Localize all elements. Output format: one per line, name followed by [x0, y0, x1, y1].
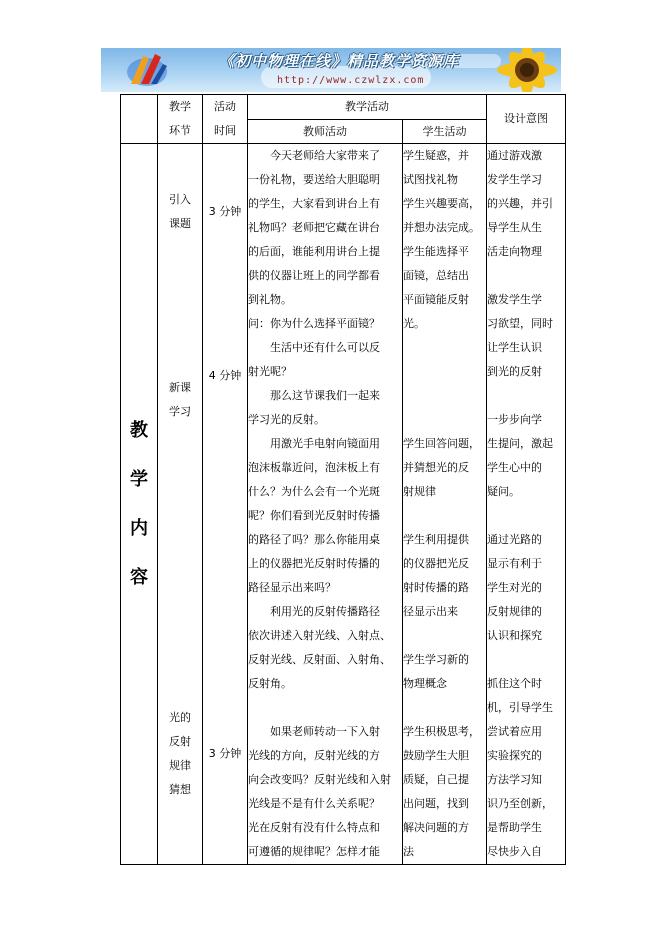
intent-line: 发学生学习	[487, 173, 542, 186]
header-stage-line2: 环节	[169, 124, 191, 137]
header-stage	[158, 95, 203, 144]
student-line: 学生积极思考，	[403, 725, 480, 738]
intent-line: 机，引导学生	[487, 701, 553, 714]
student-line: 学生利用提供	[403, 533, 469, 546]
header-banner	[101, 48, 561, 92]
intent-block	[487, 288, 565, 384]
teacher-line: 泡沫板靠近问，泡沫板上有	[248, 461, 380, 474]
sunflower-image	[477, 48, 561, 92]
lesson-plan-table	[120, 94, 566, 865]
time-new-lesson: 4 分钟	[208, 369, 242, 382]
student-line: 法	[403, 845, 414, 858]
student-block	[403, 720, 486, 864]
teacher-line: 的后面，谁能利用讲台上提	[248, 245, 380, 258]
intent-line: 一步步向学	[487, 413, 542, 426]
student-line: 光。	[403, 317, 425, 330]
student-line: 学生回答问题，	[403, 437, 480, 450]
student-activities	[403, 144, 487, 865]
stage-new-lesson	[158, 376, 202, 424]
teacher-line: 反射角。	[248, 677, 292, 690]
student-line: 学生能选择平	[403, 245, 469, 258]
section-label-char: 学	[130, 468, 148, 490]
header-intent: 设计意图	[487, 95, 566, 144]
stage-line: 学习	[169, 405, 191, 418]
teacher-line: 生活中还有什么可以反	[270, 341, 380, 354]
student-line: 解决问题的方	[403, 821, 469, 834]
student-line: 鼓励学生大胆	[403, 749, 469, 762]
intent-line: 识乃至创新，	[487, 797, 553, 810]
stage-line: 新课	[169, 381, 191, 394]
time-reflection: 3 分钟	[208, 747, 242, 760]
header-teacher: 教师活动	[248, 120, 403, 144]
teacher-line: 问：你为什么选择平面镜？	[248, 317, 380, 330]
student-line: 质疑，自己提	[403, 773, 469, 786]
teacher-line: 路径显示出来吗？	[248, 581, 336, 594]
intent-line: 显示有利于	[487, 557, 542, 570]
student-line: 并猜想光的反	[403, 461, 469, 474]
header-student: 学生活动	[403, 120, 487, 144]
teacher-line: 那么这节课我们一起来	[270, 389, 380, 402]
section-label-char: 容	[130, 566, 148, 588]
intent-line: 尝试着应用	[487, 725, 542, 738]
teacher-line: 今天老师给大家带来了	[270, 149, 380, 162]
intent-line: 认识和探究	[487, 629, 542, 642]
stage-column	[158, 144, 203, 865]
intent-line: 的兴趣，并引	[487, 197, 553, 210]
design-intent	[487, 144, 566, 865]
intent-line: 尽快步入自	[487, 845, 542, 858]
teacher-line: 一份礼物，要送给大胆聪明	[248, 173, 380, 186]
student-line: 出问题，找到	[403, 797, 469, 810]
intent-line: 疑问。	[487, 485, 520, 498]
header-stage-line1: 教学	[169, 100, 191, 113]
header-time	[203, 95, 248, 144]
time-column	[203, 144, 248, 865]
teacher-line: 供的仪器让班上的同学都看	[248, 269, 380, 282]
intent-line: 方法学习知	[487, 773, 542, 786]
student-line: 径显示出来	[403, 605, 458, 618]
stage-reflection-hypothesis	[158, 706, 202, 802]
header-time-line1: 活动	[214, 100, 236, 113]
student-block	[403, 144, 486, 336]
teacher-line: 上的仪器把光反射时传播的	[248, 557, 380, 570]
teacher-activities	[248, 144, 403, 865]
student-line: 学生兴趣要高，	[403, 197, 480, 210]
student-line: 学生疑惑，并	[403, 149, 469, 162]
teacher-line: 依次讲述入射光线、入射点、	[248, 629, 391, 642]
intent-line: 学生对光的	[487, 581, 542, 594]
intent-block	[487, 144, 565, 264]
stage-line: 课题	[169, 217, 191, 230]
banner-url[interactable]: http://www.czwlzx.com	[277, 75, 425, 86]
intent-line: 抓住这个时	[487, 677, 542, 690]
student-line: 平面镜能反射	[403, 293, 469, 306]
teacher-line: 的学生，大家看到讲台上有	[248, 197, 380, 210]
intent-line: 到光的反射	[487, 365, 542, 378]
student-block	[403, 432, 486, 504]
corner-cell	[121, 95, 158, 144]
time-intro: 3 分钟	[208, 205, 242, 218]
intent-line: 习欲望，同时	[487, 317, 553, 330]
stage-line: 光的	[169, 711, 191, 724]
stage-intro	[158, 188, 202, 236]
section-label-char: 内	[130, 517, 148, 539]
teacher-line: 呢？你们看到光反射时传播	[248, 509, 380, 522]
site-logo-icon	[123, 50, 173, 90]
intent-line: 实验探究的	[487, 749, 542, 762]
teacher-line: 可遵循的规律呢？怎样才能	[248, 845, 380, 858]
header-activities: 教学活动	[248, 95, 487, 120]
stage-line: 猜想	[169, 783, 191, 796]
teacher-line: 用激光手电射向镜面用	[270, 437, 380, 450]
header-time-line2: 时间	[214, 124, 236, 137]
intent-line: 学生心中的	[487, 461, 542, 474]
teacher-line: 的路径了吗？那么你能用桌	[248, 533, 380, 546]
intent-line: 生提问，激起	[487, 437, 553, 450]
teacher-line: 利用光的反射传播路径	[270, 605, 380, 618]
student-block	[403, 648, 486, 696]
student-line: 射规律	[403, 485, 436, 498]
student-line: 面镜，总结出	[403, 269, 469, 282]
teacher-line: 学习光的反射。	[248, 413, 325, 426]
intent-block	[487, 672, 565, 864]
intent-line: 导学生从生	[487, 221, 542, 234]
teacher-line: 反射光线、反射面、入射角、	[248, 653, 391, 666]
student-line: 学生学习新的	[403, 653, 469, 666]
intent-line: 让学生认识	[487, 341, 542, 354]
teacher-line: 光在反射有没有什么特点和	[248, 821, 380, 834]
student-line: 射时传播的路	[403, 581, 469, 594]
intent-line: 通过游戏激	[487, 149, 542, 162]
student-line: 试图找礼物	[403, 173, 458, 186]
section-label-char: 教	[130, 419, 148, 441]
stage-line: 引入	[169, 193, 191, 206]
stage-line: 反射	[169, 735, 191, 748]
intent-line: 通过光路的	[487, 533, 542, 546]
student-line: 并想办法完成。	[403, 221, 480, 234]
teacher-line: 礼物吗？老师把它藏在讲台	[248, 221, 380, 234]
intent-line: 是帮助学生	[487, 821, 542, 834]
intent-line: 反射规律的	[487, 605, 542, 618]
student-line: 的仪器把光反	[403, 557, 469, 570]
banner-title: 《初中物理在线》精品教学资源库	[219, 52, 460, 70]
intent-line: 激发学生学	[487, 293, 542, 306]
section-label	[121, 144, 158, 865]
teacher-line: 射光呢？	[248, 365, 292, 378]
teacher-line: 什么？为什么会有一个光斑	[248, 485, 380, 498]
student-block	[403, 528, 486, 624]
teacher-line	[248, 696, 402, 720]
intent-line: 活走向物理	[487, 245, 542, 258]
intent-block	[487, 408, 565, 504]
teacher-line: 如果老师转动一下入射	[270, 725, 380, 738]
teacher-line: 到礼物。	[248, 293, 292, 306]
teacher-line: 向会改变吗？反射光线和入射	[248, 773, 391, 786]
student-line: 物理概念	[403, 677, 447, 690]
teacher-line: 光线是不是有什么关系呢？	[248, 797, 380, 810]
intent-block	[487, 528, 565, 648]
stage-line: 规律	[169, 759, 191, 772]
teacher-line: 光线的方向，反射光线的方	[248, 749, 380, 762]
